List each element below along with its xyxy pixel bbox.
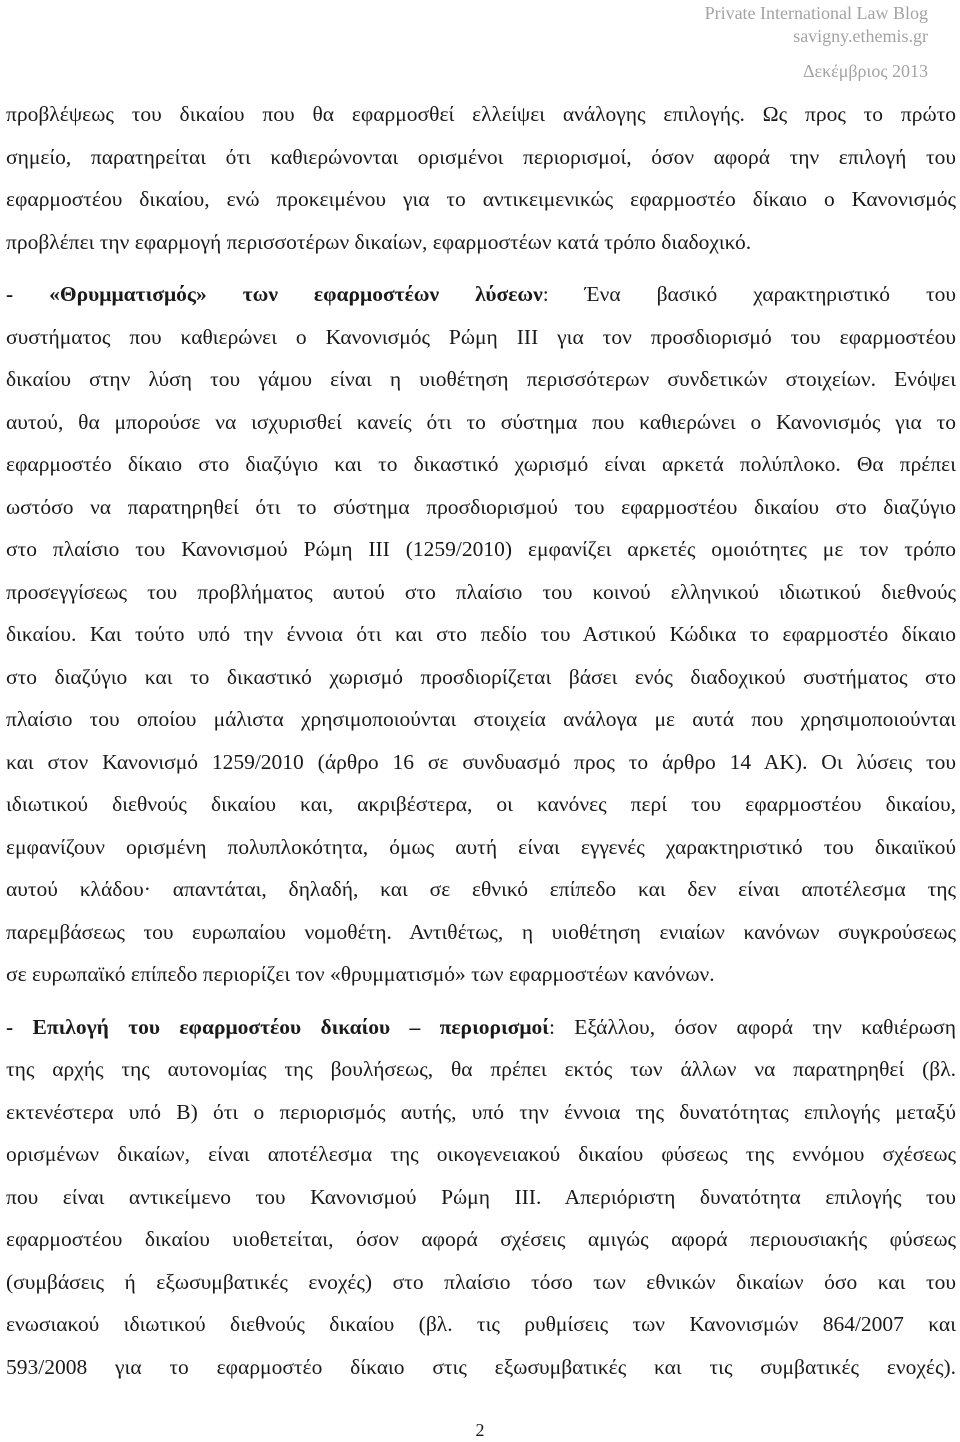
- page-header: [705, 2, 928, 83]
- document-body: [6, 93, 956, 1388]
- text-line: ωστόσο να παρατηρηθεί ότι το σύστημα προσδιορισμού του εφαρμοστέου δικαίου στο διαζύγιο: [6, 494, 956, 519]
- text-line: εκτενέστερα υπό Β) ότι ο περιορισμός αυτής, υπό την έννοια της δυνατότητας επιλογής μεταξύ: [6, 1099, 956, 1124]
- text-line: προβλέψεως του δικαίου που θα εφαρμοσθεί ελλείψει ανάλογης επιλογής. Ως προς το πρώτο: [6, 102, 956, 126]
- text-line: αυτού κλάδου· απαντάται, δηλαδή, και σε εθνικό επίπεδο και δεν είναι αποτέλεσμα της: [6, 877, 956, 901]
- text-line: παρεμβάσεως του ευρωπαίου νομοθέτη. Αντιθέτως, η υιοθέτηση ενιαίων κανόνων συγκρούσεως: [6, 919, 956, 944]
- header-date: Δεκέμβριος 2013: [802, 61, 928, 81]
- text-line: εφαρμοστέου δικαίου υιοθετείται, όσον αφορά σχέσεις αμιγώς αφορά περιουσιακής φύσεως: [6, 1227, 956, 1251]
- text-line: προσεγγίσεως του προβλήματος αυτού στο πλαίσιο του κοινού ελληνικού ιδιωτικού διεθνούς: [6, 579, 956, 604]
- paragraph-1: [6, 93, 956, 263]
- text-line: (συμβάσεις ή εξωσυμβατικές ενοχές) στο πλαίσιο τόσο των εθνικών δικαίων όσο και του: [6, 1269, 956, 1294]
- paragraph-2: [6, 273, 956, 996]
- text-fragment: : Εξάλλου, όσον αφορά την καθιέρωση: [548, 1014, 956, 1039]
- text-line: εμφανίζουν ορισμένη πολυπλοκότητα, όμως αυτή είναι εγγενές χαρακτηριστικό του δικαιϊκού: [6, 834, 956, 859]
- text-line: ενωσιακού ιδιωτικού διεθνούς δικαίου (βλ. τις ρυθμίσεις των Κανονισμών 864/2007 και: [6, 1312, 956, 1336]
- section-heading-choice-of-law: - Επιλογή του εφαρμοστέου δικαίου – περιορισμοί: [6, 1014, 549, 1039]
- text-line: αυτού, θα μπορούσε να ισχυρισθεί κανείς ότι το σύστημα που καθιερώνει ο Κανονισμός για το: [6, 409, 956, 434]
- page-number: 2: [475, 1420, 485, 1440]
- text-line: δικαίου στην λύση του γάμου είναι η υιοθέτηση περισσότερων συνδετικών στοιχείων. Ενόψει: [6, 367, 956, 391]
- text-line: της αρχής της αυτονομίας της βουλήσεως, θα πρέπει εκτός των άλλων να παρατηρηθεί (βλ.: [6, 1057, 956, 1081]
- text-line: δικαίου. Και τούτο υπό την έννοια ότι και στο πεδίο του Αστικού Κώδικα το εφαρμοστέο δίκαιο: [6, 622, 956, 646]
- text-line: εφαρμοστέου δικαίου, ενώ προκειμένου για το αντικειμενικώς εφαρμοστέο δίκαιο ο Κανονισμός: [6, 187, 956, 211]
- text-line: [6, 273, 956, 316]
- section-heading-fragmentation: - «Θρυμματισμός» των εφαρμοστέων λύσεων: [6, 282, 543, 306]
- site-url: savigny.ethemis.gr: [793, 26, 928, 46]
- text-line: σε ευρωπαϊκό επίπεδο περιορίζει τον «θρυμματισμό» των εφαρμοστέων κανόνων.: [6, 962, 715, 986]
- text-line: εφαρμοστέο δίκαιο στο διαζύγιο και το δικαστικό χωρισμό είναι αρκετά πολύπλοκο. Θα πρέπει: [6, 452, 956, 476]
- text-line: στο πλαίσιο του Κανονισμού Ρώμη ΙΙΙ (1259/2010) εμφανίζει αρκετές ομοιότητες με τον τρόπο: [6, 537, 956, 561]
- text-line: 593/2008 για το εφαρμοστέο δίκαιο στις εξωσυμβατικές και τις συμβατικές ενοχές).: [6, 1354, 956, 1379]
- paragraph-3: [6, 1006, 956, 1389]
- text-line: ιδιωτικού διεθνούς δικαίου και, ακριβέστερα, οι κανόνες περί του εφαρμοστέου δικαίου,: [6, 792, 956, 816]
- text-line: σημείο, παρατηρείται ότι καθιερώνονται ορισμένοι περιορισμοί, όσον αφορά την επιλογή του: [6, 144, 956, 169]
- text-line: συστήματος που καθιερώνει ο Κανονισμός Ρώμη ΙΙΙ για τον προσδιορισμό του εφαρμοστέου: [6, 324, 956, 349]
- text-line: που είναι αντικείμενο του Κανονισμού Ρώμη ΙΙΙ. Απεριόριστη δυνατότητα επιλογής του: [6, 1184, 956, 1209]
- text-line: [6, 1006, 956, 1049]
- text-line: και στον Κανονισμό 1259/2010 (άρθρο 16 σε συνδυασμό προς το άρθρο 14 ΑΚ). Οι λύσεις του: [6, 749, 956, 774]
- text-line: ορισμένων δικαίων, είναι αποτέλεσμα της οικογενειακού δικαίου φύσεως της εννόμου σχέσεως: [6, 1142, 956, 1166]
- text-line: πλαίσιο του οποίου μάλιστα χρησιμοποιούνται στοιχεία ανάλογα με αυτά που χρησιμοποιούνται: [6, 707, 956, 731]
- text-line: προβλέπει την εφαρμογή περισσοτέρων δικαίων, εφαρμοστέων κατά τρόπο διαδοχικό.: [6, 229, 752, 254]
- text-fragment: : Ένα βασικό χαρακτηριστικό του: [542, 282, 956, 306]
- text-line: στο διαζύγιο και το δικαστικό χωρισμό προσδιορίζεται βάσει ενός διαδοχικού συστήματος στο: [6, 664, 956, 689]
- blog-title: Private International Law Blog: [704, 3, 928, 23]
